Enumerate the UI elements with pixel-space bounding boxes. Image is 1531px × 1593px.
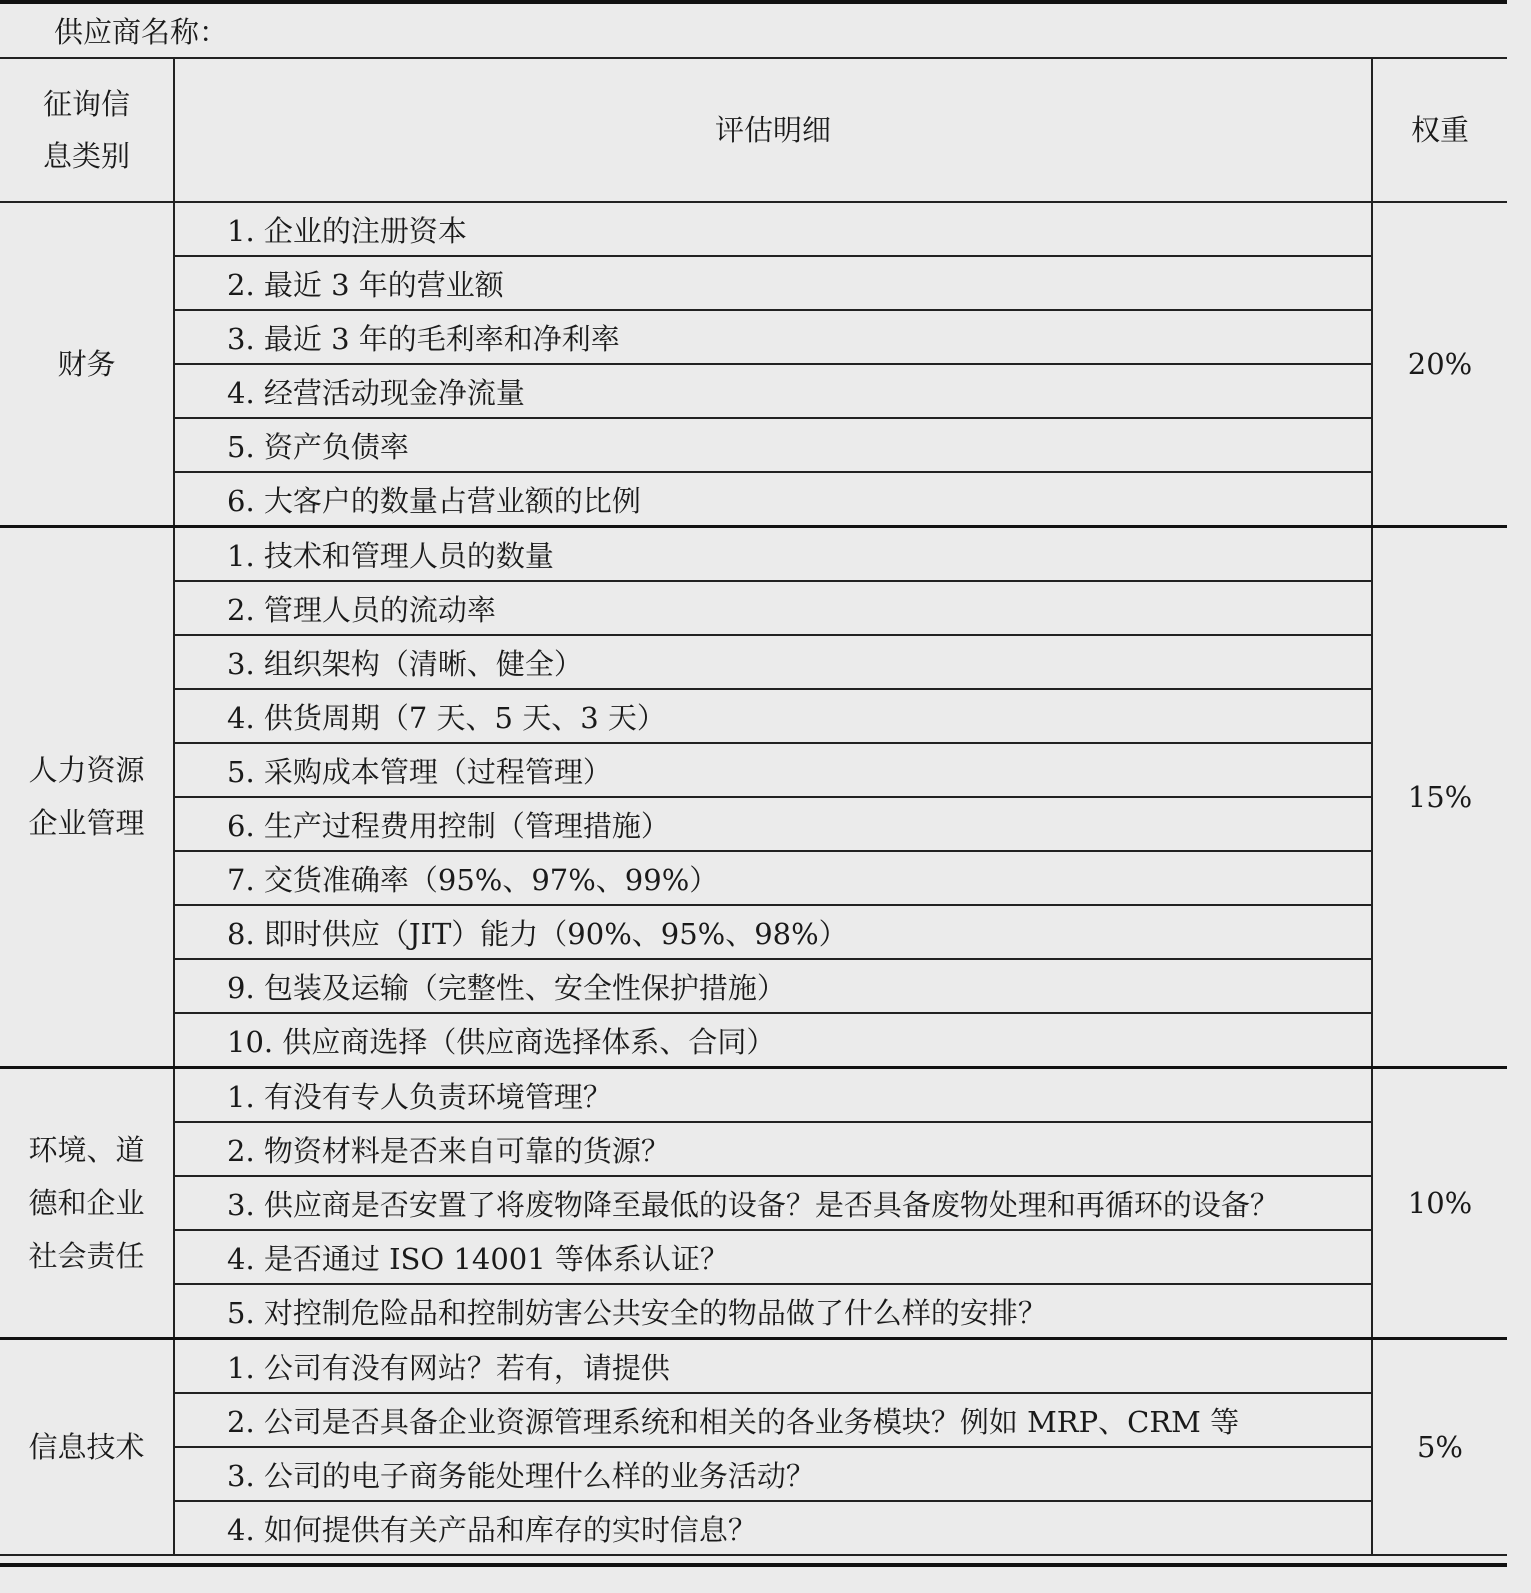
table-row: [0, 581, 1507, 635]
detail-item: 10. 供应商选择（供应商选择体系、合同）: [174, 1013, 1372, 1068]
header-detail: 评估明细: [174, 58, 1372, 202]
table-row: [0, 527, 1507, 582]
detail-item: 2. 最近 3 年的营业额: [174, 256, 1372, 310]
detail-item: 1. 有没有专人负责环境管理？: [174, 1068, 1372, 1123]
table-row: [0, 256, 1507, 310]
category-cell: [0, 527, 174, 1068]
detail-item: 2. 管理人员的流动率: [174, 581, 1372, 635]
bottom-rule: [0, 1563, 1507, 1567]
detail-item: 4. 经营活动现金净流量: [174, 364, 1372, 418]
table-row: [0, 689, 1507, 743]
table-row: [0, 905, 1507, 959]
category-cell: [0, 1068, 174, 1339]
detail-item: 4. 是否通过 ISO 14001 等体系认证？: [174, 1230, 1372, 1284]
category-line: 财务: [57, 346, 116, 381]
category-line: 人力资源: [28, 753, 145, 787]
table-row: [0, 1230, 1507, 1284]
detail-item: 7. 交货准确率（95%、97%、99%）: [174, 851, 1372, 905]
detail-item: 2. 物资材料是否来自可靠的货源？: [174, 1122, 1372, 1176]
table-row: [0, 743, 1507, 797]
weight-cell: 15%: [1372, 527, 1507, 1068]
table-row: [0, 1122, 1507, 1176]
evaluation-body: [0, 202, 1507, 1555]
detail-item: 6. 生产过程费用控制（管理措施）: [174, 797, 1372, 851]
detail-item: 4. 供货周期（7 天、5 天、3 天）: [174, 689, 1372, 743]
table-row: [0, 635, 1507, 689]
table-row: [0, 1284, 1507, 1339]
category-cell: [0, 202, 174, 527]
header-category: [0, 58, 174, 202]
top-rule: [0, 0, 1507, 4]
table-row: [0, 1176, 1507, 1230]
table-row: [0, 959, 1507, 1013]
detail-item: 5. 对控制危险品和控制妨害公共安全的物品做了什么样的安排？: [174, 1284, 1372, 1339]
table-row: [0, 1013, 1507, 1068]
detail-item: 1. 公司有没有网站？若有，请提供: [174, 1339, 1372, 1394]
table-row: [0, 851, 1507, 905]
weight-cell: 20%: [1372, 202, 1507, 527]
category-line: 企业管理: [28, 806, 145, 840]
detail-item: 1. 技术和管理人员的数量: [174, 527, 1372, 582]
table-row: [0, 202, 1507, 256]
detail-item: 1. 企业的注册资本: [174, 202, 1372, 256]
detail-item: 2. 公司是否具备企业资源管理系统和相关的各业务模块？例如 MRP、CRM 等: [174, 1393, 1372, 1447]
supplier-name-label: 供应商名称：: [54, 15, 229, 49]
category-line: 信息技术: [28, 1429, 145, 1464]
header-row: [0, 58, 1507, 202]
category-line: 环境、道: [28, 1132, 145, 1167]
header-category-line: 征询信: [42, 87, 130, 121]
weight-cell: 5%: [1372, 1339, 1507, 1556]
evaluation-table: [0, 57, 1507, 1556]
table-row: [0, 364, 1507, 418]
detail-item: 8. 即时供应（JIT）能力（90%、95%、98%）: [174, 905, 1372, 959]
table-row: [0, 1393, 1507, 1447]
table-row: [0, 797, 1507, 851]
weight-cell: 10%: [1372, 1068, 1507, 1339]
detail-item: 3. 公司的电子商务能处理什么样的业务活动？: [174, 1447, 1372, 1501]
detail-item: 6. 大客户的数量占营业额的比例: [174, 472, 1372, 527]
header-category-line: 息类别: [42, 139, 130, 173]
table-row: [0, 1339, 1507, 1394]
table-row: [0, 310, 1507, 364]
detail-item: 3. 供应商是否安置了将废物降至最低的设备？是否具备废物处理和再循环的设备？: [174, 1176, 1372, 1230]
table-row: [0, 1501, 1507, 1555]
category-line: 社会责任: [28, 1238, 145, 1273]
table-row: [0, 472, 1507, 527]
table-row: [0, 1447, 1507, 1501]
detail-item: 4. 如何提供有关产品和库存的实时信息？: [174, 1501, 1372, 1555]
detail-item: 5. 采购成本管理（过程管理）: [174, 743, 1372, 797]
detail-item: 9. 包装及运输（完整性、安全性保护措施）: [174, 959, 1372, 1013]
detail-item: 5. 资产负债率: [174, 418, 1372, 472]
category-line: 德和企业: [28, 1185, 145, 1220]
table-row: [0, 1068, 1507, 1123]
category-cell: [0, 1339, 174, 1556]
detail-item: 3. 最近 3 年的毛利率和净利率: [174, 310, 1372, 364]
detail-item: 3. 组织架构（清晰、健全）: [174, 635, 1372, 689]
table-row: [0, 418, 1507, 472]
header-weight: 权重: [1372, 58, 1507, 202]
